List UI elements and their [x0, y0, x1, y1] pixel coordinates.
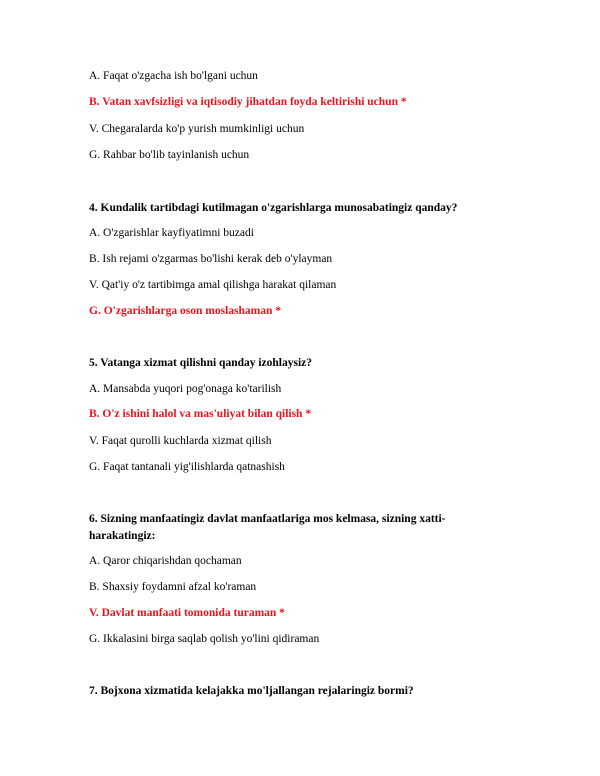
q3-option-v: V. Chegaralarda ko'p yurish mumkinligi uchun: [89, 123, 305, 135]
q7-question: 7. Bojxona xizmatida kelajakka mo'ljallangan rejalaringiz bormi?: [89, 685, 414, 697]
q6-question-line1: 6. Sizning manfaatingiz davlat manfaatlariga mos kelmasa, sizning xatti-: [89, 513, 446, 525]
q5-option-b-correct: B. O'z ishini halol va mas'uliyat bilan qilish *: [89, 408, 312, 420]
q6-option-v-correct: V. Davlat manfaati tomonida turaman *: [89, 607, 285, 619]
q5-option-g: G. Faqat tantanali yig'ilishlarda qatnashish: [89, 461, 285, 473]
q4-question: 4. Kundalik tartibdagi kutilmagan o'zgarishlarga munosabatingiz qanday?: [89, 202, 458, 214]
q6-question-line2: harakatingiz:: [89, 530, 156, 542]
q4-option-v: V. Qat'iy o'z tartibimga amal qilishga harakat qilaman: [89, 279, 337, 291]
q3-option-b-correct: B. Vatan xavfsizligi va iqtisodiy jihatdan foyda keltirishi uchun *: [89, 96, 407, 108]
q4-option-g-correct: G. O'zgarishlarga oson moslashaman *: [89, 305, 282, 317]
q5-option-a: A. Mansabda yuqori pog'onaga ko'tarilish: [89, 383, 282, 395]
q6-option-a: A. Qaror chiqarishdan qochaman: [89, 555, 242, 567]
q5-question: 5. Vatanga xizmat qilishni qanday izohlaysiz?: [89, 357, 313, 369]
q3-option-a: A. Faqat o'zgacha ish bo'lgani uchun: [89, 70, 258, 82]
q3-option-g: G. Rahbar bo'lib tayinlanish uchun: [89, 149, 250, 161]
q4-option-b: B. Ish rejami o'zgarmas bo'lishi kerak deb o'ylayman: [89, 253, 333, 265]
q6-option-g: G. Ikkalasini birga saqlab qolish yo'lini qidiraman: [89, 633, 320, 645]
q5-option-v: V. Faqat qurolli kuchlarda xizmat qilish: [89, 435, 272, 447]
q6-option-b: B. Shaxsiy foydamni afzal ko'raman: [89, 581, 257, 593]
q4-option-a: A. O'zgarishlar kayfiyatimni buzadi: [89, 227, 254, 239]
